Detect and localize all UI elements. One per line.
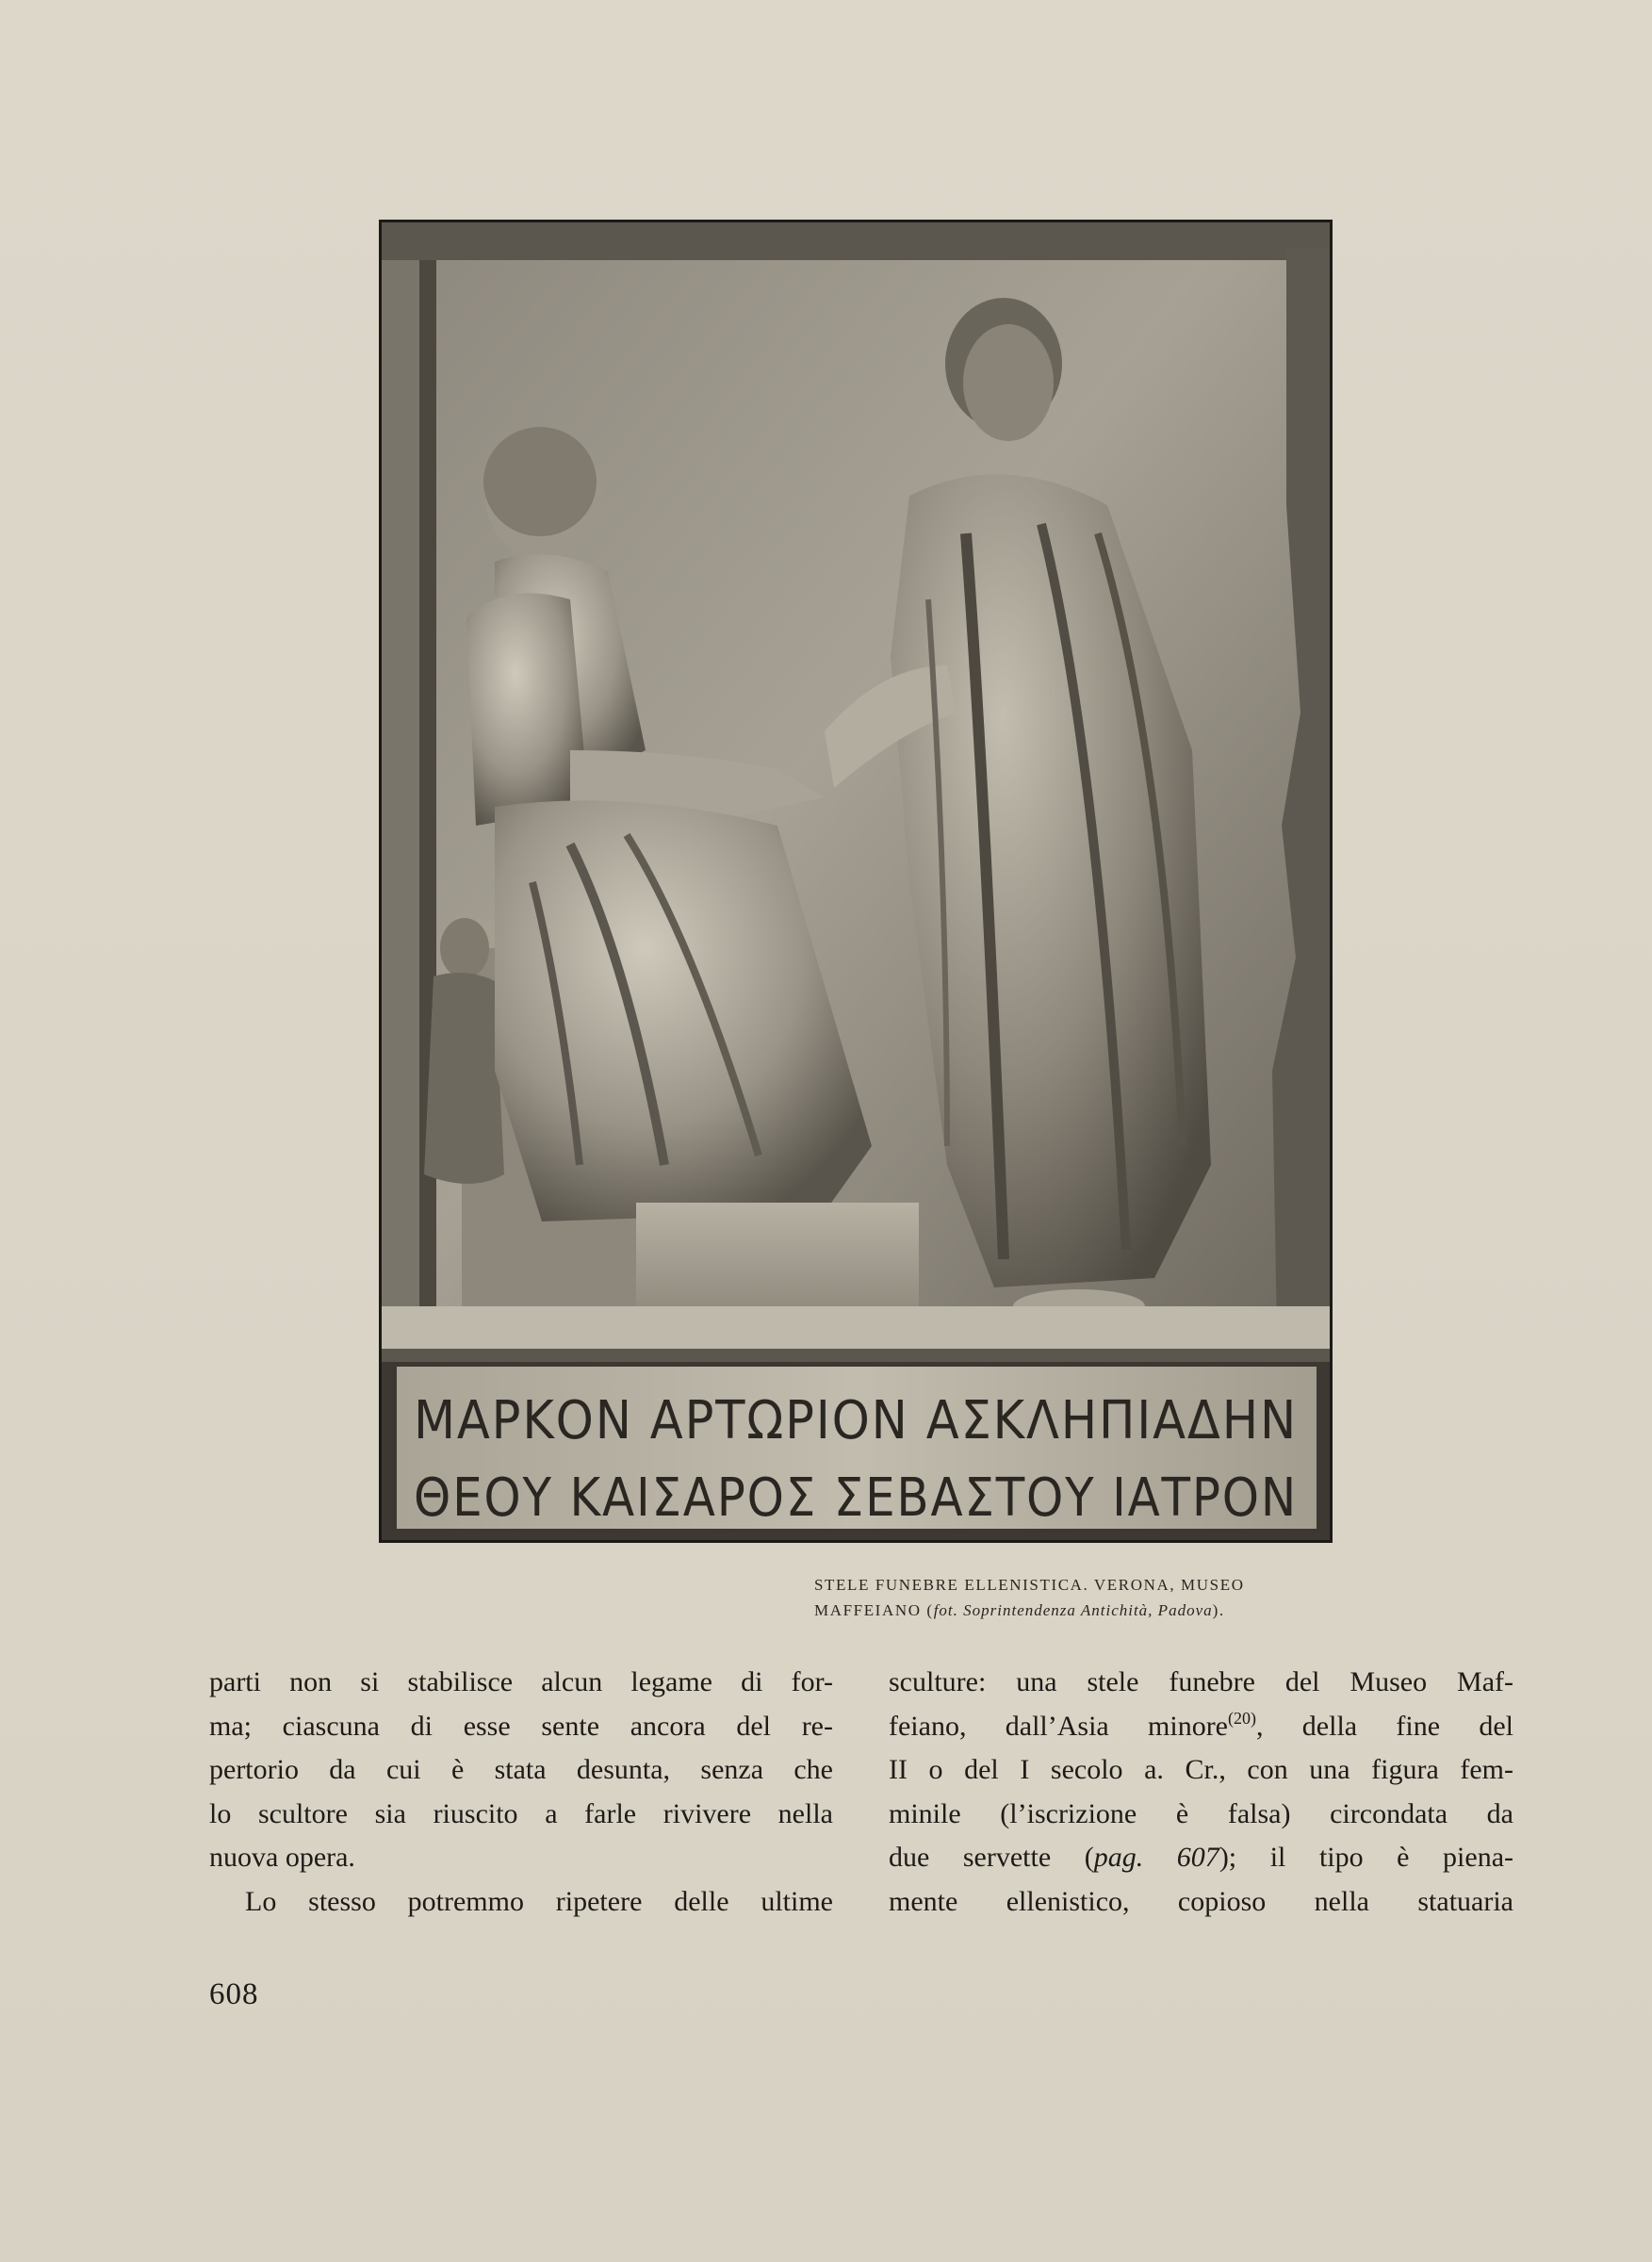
figure-caption — [814, 1572, 1328, 1623]
page-number: 608 — [209, 1977, 259, 2011]
right-line-4: minile (l’iscrizione è falsa) circondata da — [889, 1797, 1513, 1829]
right-line-5-b: ); il tipo è piena- — [1219, 1842, 1514, 1873]
right-line-1: sculture: una stele funebre del Museo Maf- — [889, 1666, 1513, 1697]
inscription-line-2: ΘΕΟΥ ΚΑΙΣΑΡΟΣ ΣΕΒΑΣΤΟΥ ΙΑΤΡΟΝ — [414, 1467, 1298, 1529]
right-line-2-b: , della fine del — [1256, 1710, 1513, 1742]
page-reference: pag. 607 — [1093, 1842, 1219, 1873]
caption-line-2 — [814, 1598, 1328, 1623]
left-line-3: pertorio da cui è stata desunta, senza che — [209, 1754, 833, 1785]
ledge-shadow — [382, 1349, 1330, 1362]
right-line-3: II o del I secolo a. Cr., con una figura fem- — [889, 1754, 1513, 1785]
left-line-6: Lo stesso potremmo ripetere delle ultime — [245, 1885, 833, 1917]
right-line-6: mente ellenistico, copioso nella statuaria — [889, 1885, 1513, 1917]
stele-photograph — [379, 220, 1333, 1543]
top-frame — [382, 222, 1330, 260]
left-line-4: lo scultore sia riuscito a farle rivivere nella — [209, 1797, 833, 1829]
inscription-line-1: ΜΑΡΚΟΝ ΑΡΤΩΡΙΟΝ ΑΣΚΛΗΠΙΑΔΗΝ — [414, 1390, 1298, 1451]
left-line-1: parti non si stabilisce alcun legame di for- — [209, 1666, 833, 1697]
caption-line-2-prefix: MAFFEIANO ( — [814, 1601, 934, 1619]
right-text-column — [889, 1661, 1513, 1924]
caption-photo-credit: fot. Soprintendenza Antichità, Padova — [933, 1601, 1213, 1619]
right-line-5 — [889, 1836, 1513, 1880]
caption-line-2-suffix: ). — [1212, 1601, 1225, 1619]
right-line-2 — [889, 1705, 1513, 1749]
footnote-ref-20: (20) — [1228, 1708, 1256, 1728]
left-line-5: nuova opera. — [209, 1842, 355, 1873]
right-line-2-a: feiano, dall’Asia minore — [889, 1710, 1228, 1742]
stele-relief-image — [382, 222, 1330, 1540]
left-text-column — [209, 1661, 833, 1924]
right-line-5-a: due servette ( — [889, 1842, 1094, 1873]
left-line-2: ma; ciascuna di esse sente ancora del re- — [209, 1710, 833, 1742]
ground-ledge — [382, 1306, 1330, 1353]
caption-line-1: STELE FUNEBRE ELLENISTICA. VERONA, MUSEO — [814, 1576, 1245, 1594]
